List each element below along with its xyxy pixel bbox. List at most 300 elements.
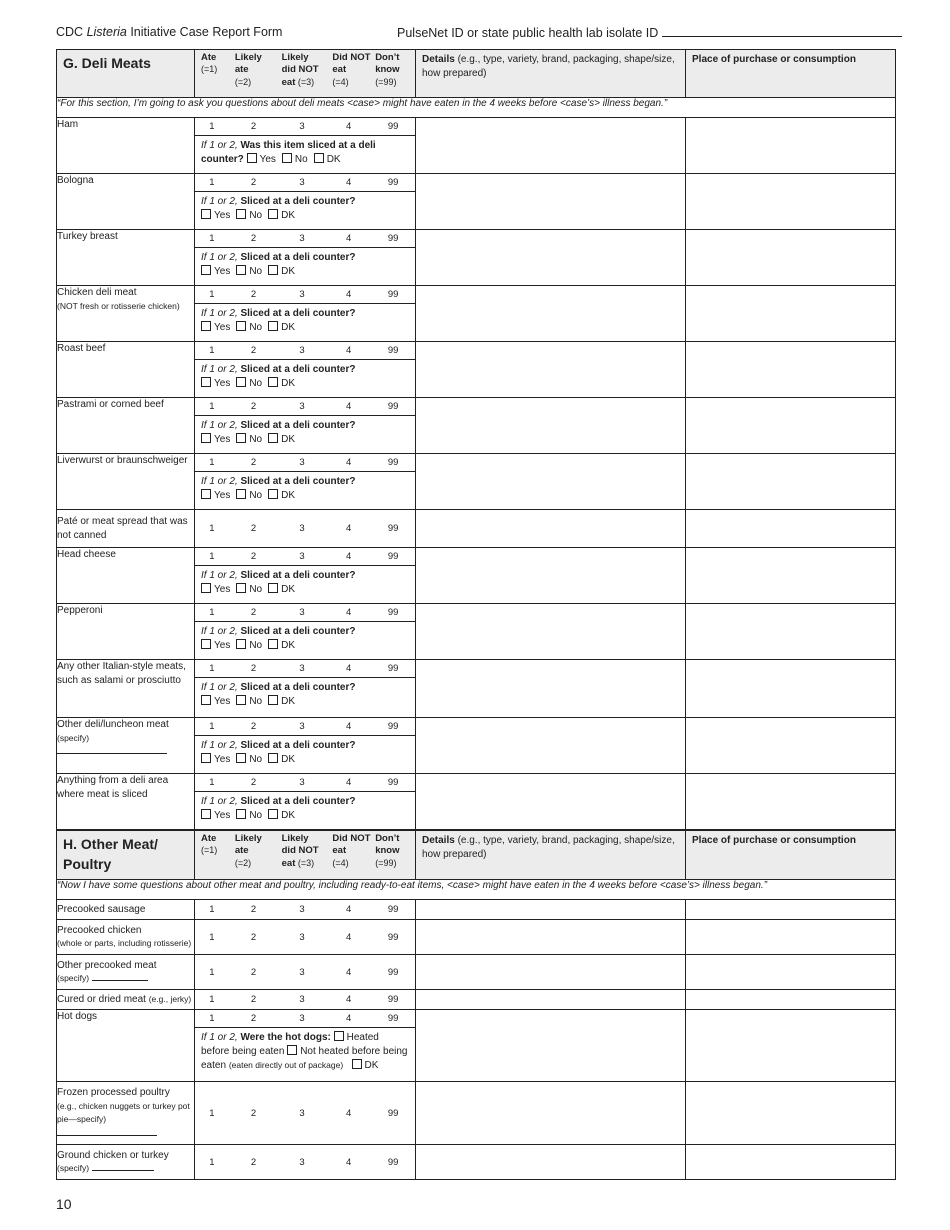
checkbox-dk[interactable] [268,695,278,705]
response-options[interactable] [195,718,415,735]
code-1[interactable]: 1 [209,931,215,943]
code-2[interactable]: 2 [250,931,257,943]
item-sublabel: (e.g., chicken nuggets or turkey pot pie—specify) [57,1100,190,1124]
item-row [57,548,896,604]
sliced-question: If 1 or 2, Sliced at a deli counter? Yes No DK [195,677,415,712]
code-3[interactable]: 3 [299,777,305,788]
item-label: Turkey breast [57,230,195,286]
item-row [57,660,896,718]
code-2[interactable]: 2 [250,233,257,244]
details-cell[interactable] [416,1082,686,1145]
code-3[interactable]: 3 [299,721,305,732]
col-likely-ate: Likely ate (=2) [234,52,262,87]
code-1[interactable]: 1 [209,1156,215,1168]
response-options[interactable] [195,548,415,565]
code-2[interactable]: 2 [250,904,257,915]
sliced-question: If 1 or 2, Sliced at a deli counter? Yes No DK [195,471,415,506]
checkbox-yes[interactable] [201,489,211,499]
code-3[interactable]: 3 [299,1156,305,1168]
code-4[interactable]: 4 [345,607,352,618]
checkbox-dk[interactable] [268,433,278,443]
details-cell[interactable] [416,1010,686,1082]
place-cell[interactable] [686,342,896,398]
checkbox-yes[interactable] [201,265,211,275]
code-1[interactable]: 1 [209,777,215,788]
code-99[interactable]: 99 [387,289,399,300]
sliced-question: If 1 or 2, Sliced at a deli counter? Yes No DK [195,565,415,600]
section-intro [57,98,896,118]
column-header-row [57,831,896,880]
specify-blank[interactable] [92,1170,154,1171]
response-code-headers [195,831,416,880]
sliced-question: If 1 or 2, Sliced at a deli counter? Yes No DK [195,791,415,826]
item-label: Precooked chicken (whole or parts, including rotisserie) [57,920,195,955]
code-1[interactable]: 1 [209,345,215,356]
item-row [57,774,896,830]
place-cell[interactable] [686,900,896,920]
specify-blank[interactable] [57,753,167,754]
code-4[interactable]: 4 [345,777,352,788]
code-4[interactable]: 4 [345,966,352,978]
code-4[interactable]: 4 [345,523,352,534]
place-cell[interactable] [686,398,896,454]
item-row [57,990,896,1010]
checkbox-yes[interactable] [201,377,211,387]
code-1[interactable]: 1 [209,966,215,978]
place-cell[interactable] [686,1010,896,1082]
response-options[interactable] [195,398,415,415]
hotdog-question: If 1 or 2, Were the hot dogs: Heated before being eaten Not heated before being eaten (eaten directly out of package) DK [195,1027,415,1076]
checkbox-yes[interactable] [201,639,211,649]
place-cell[interactable] [686,230,896,286]
details-header: Details (e.g., type, variety, brand, packaging, shape/size, how prepared) [416,831,686,880]
checkbox-dk[interactable] [268,265,278,275]
item-row [57,1010,896,1082]
details-cell[interactable] [416,548,686,604]
checkbox-no[interactable] [236,321,246,331]
code-99[interactable]: 99 [387,523,399,534]
place-cell[interactable] [686,1145,896,1180]
response-code-headers [195,50,416,98]
item-response [195,660,416,718]
code-1[interactable]: 1 [209,177,215,188]
code-3[interactable]: 3 [299,931,305,943]
checkbox-yes[interactable] [247,153,257,163]
code-99[interactable]: 99 [387,1156,399,1168]
code-2[interactable]: 2 [250,966,257,978]
item-response [195,1082,416,1145]
checkbox-dk[interactable] [268,377,278,387]
code-1[interactable]: 1 [209,663,215,674]
checkbox-dk[interactable] [268,753,278,763]
code-1[interactable]: 1 [209,289,215,300]
response-options[interactable] [195,1010,415,1027]
code-99[interactable]: 99 [387,177,399,188]
item-label: Frozen processed poultry (e.g., chicken nuggets or turkey pot pie—specify) [57,1082,195,1145]
item-sublabel: (whole or parts, including rotisserie) [57,938,192,948]
page-number: 10 [56,1196,72,1212]
code-3[interactable]: 3 [299,994,305,1005]
col-dont-know: Don’t know (=99) [375,833,400,868]
details-cell[interactable] [416,510,686,548]
code-4[interactable]: 4 [345,177,352,188]
item-row [57,955,896,990]
details-cell[interactable] [416,286,686,342]
code-3[interactable]: 3 [299,177,305,188]
sliced-question: If 1 or 2, Sliced at a deli counter? Yes No DK [195,415,415,450]
checkbox-yes[interactable] [201,433,211,443]
code-99[interactable]: 99 [387,457,399,468]
code-4[interactable]: 4 [345,1107,352,1119]
code-2[interactable]: 2 [250,607,257,618]
code-4[interactable]: 4 [345,233,352,244]
response-options[interactable] [195,454,415,471]
response-options[interactable] [195,174,415,191]
code-2[interactable]: 2 [250,121,257,132]
item-sublabel: (NOT fresh or rotisserie chicken) [57,300,180,311]
checkbox-dk[interactable] [268,639,278,649]
item-label: Ham [57,118,195,174]
code-3[interactable]: 3 [299,1013,305,1024]
code-99[interactable]: 99 [387,994,399,1005]
place-cell[interactable] [686,286,896,342]
code-2[interactable]: 2 [250,177,257,188]
item-response [195,230,416,286]
response-options[interactable] [195,774,415,791]
code-4[interactable]: 4 [345,931,352,943]
place-cell[interactable] [686,990,896,1010]
item-row [57,398,896,454]
code-3[interactable]: 3 [299,523,305,534]
item-response [195,454,416,510]
item-response [195,1145,416,1180]
col-ate: Ate (=1) [201,833,218,856]
place-cell[interactable] [686,118,896,174]
code-99[interactable]: 99 [387,966,399,978]
code-2[interactable]: 2 [250,401,257,412]
code-2[interactable]: 2 [250,663,257,674]
item-row [57,718,896,774]
section-title: G. Deli Meats [57,50,195,98]
col-did-not: Did NOT eat (=4) [332,833,371,868]
place-cell[interactable] [686,718,896,774]
place-cell[interactable] [686,174,896,230]
code-3[interactable]: 3 [299,401,305,412]
item-row [57,920,896,955]
checkbox-no[interactable] [236,489,246,499]
code-1[interactable]: 1 [209,1107,215,1119]
code-2[interactable]: 2 [250,1013,257,1024]
details-cell[interactable] [416,604,686,660]
item-response [195,118,416,174]
code-99[interactable]: 99 [387,931,399,943]
code-1[interactable]: 1 [209,1013,215,1024]
response-options[interactable] [195,230,415,247]
item-row [57,454,896,510]
item-row [57,286,896,342]
details-cell[interactable] [416,398,686,454]
item-row [57,510,896,548]
item-label: Chicken deli meat (NOT fresh or rotisserie chicken) [57,286,195,342]
code-99[interactable]: 99 [387,607,399,618]
item-response [195,398,416,454]
code-99[interactable]: 99 [387,663,399,674]
place-header: Place of purchase or consumption [686,831,896,880]
checkbox-no[interactable] [282,153,292,163]
code-3[interactable]: 3 [299,457,305,468]
item-response [195,774,416,830]
item-row [57,118,896,174]
code-99[interactable]: 99 [387,904,399,915]
details-cell[interactable] [416,342,686,398]
item-label: Other deli/luncheon meat (specify) [57,718,195,774]
response-options[interactable] [195,904,415,915]
item-row [57,174,896,230]
checkbox-no[interactable] [236,753,246,763]
item-response [195,342,416,398]
details-cell[interactable] [416,774,686,830]
specify-blank[interactable] [57,1135,157,1136]
item-label: Ground chicken or turkey (specify) [57,1145,195,1180]
checkbox-dk[interactable] [268,321,278,331]
code-1[interactable]: 1 [209,457,215,468]
details-cell[interactable] [416,230,686,286]
code-3[interactable]: 3 [299,1107,305,1119]
code-4[interactable]: 4 [345,994,352,1005]
code-99[interactable]: 99 [387,1107,399,1119]
place-cell[interactable] [686,1082,896,1145]
code-3[interactable]: 3 [299,289,305,300]
code-2[interactable]: 2 [250,345,257,356]
code-2[interactable]: 2 [250,1107,257,1119]
page-header [56,25,886,43]
item-sublabel: (specify) [57,1163,90,1173]
checkbox-no[interactable] [236,695,246,705]
details-cell[interactable] [416,174,686,230]
col-dont-know: Don’t know (=99) [375,52,400,87]
sliced-question: If 1 or 2, Sliced at a deli counter? Yes No DK [195,621,415,656]
item-response [195,955,416,990]
place-cell[interactable] [686,774,896,830]
item-response [195,990,416,1010]
specify-blank[interactable] [92,980,148,981]
code-1[interactable]: 1 [209,121,215,132]
response-options[interactable] [195,604,415,621]
code-99[interactable]: 99 [387,121,399,132]
code-3[interactable]: 3 [299,121,305,132]
deli-meats-table [56,49,896,830]
sliced-question: If 1 or 2, Sliced at a deli counter? Yes No DK [195,191,415,226]
place-cell[interactable] [686,454,896,510]
code-99[interactable]: 99 [387,721,399,732]
checkbox-no[interactable] [236,583,246,593]
code-99[interactable]: 99 [387,401,399,412]
response-options[interactable] [195,967,415,978]
code-3[interactable]: 3 [299,966,305,978]
checkbox-yes[interactable] [201,753,211,763]
item-response [195,604,416,660]
item-response [195,548,416,604]
code-2[interactable]: 2 [250,457,257,468]
checkbox-no[interactable] [236,209,246,219]
code-4[interactable]: 4 [345,663,352,674]
code-1[interactable]: 1 [209,607,215,618]
details-cell[interactable] [416,955,686,990]
response-options[interactable] [195,1108,415,1119]
code-4[interactable]: 4 [345,457,352,468]
code-4[interactable]: 4 [345,345,352,356]
code-4[interactable]: 4 [345,1013,352,1024]
item-response [195,1010,416,1082]
item-label: Bologna [57,174,195,230]
details-cell[interactable] [416,920,686,955]
item-label: Pastrami or corned beef [57,398,195,454]
details-cell[interactable] [416,900,686,920]
code-2[interactable]: 2 [250,721,257,732]
sliced-question: If 1 or 2, Sliced at a deli counter? Yes No DK [195,303,415,338]
checkbox-yes[interactable] [201,809,211,819]
checkbox-no[interactable] [236,639,246,649]
code-3[interactable]: 3 [299,663,305,674]
code-1[interactable]: 1 [209,551,215,562]
isolate-id-field[interactable]: PulseNet ID or state public health lab isolate ID [397,25,902,40]
item-response [195,286,416,342]
response-options[interactable] [195,286,415,303]
details-cell[interactable] [416,454,686,510]
section-title: H. Other Meat/ Poultry [57,831,195,880]
code-1[interactable]: 1 [209,994,215,1005]
response-options[interactable] [195,118,415,135]
place-cell[interactable] [686,604,896,660]
checkbox-dk[interactable] [268,583,278,593]
place-cell[interactable] [686,660,896,718]
checkbox-no[interactable] [236,809,246,819]
details-cell[interactable] [416,718,686,774]
code-99[interactable]: 99 [387,233,399,244]
sliced-question: If 1 or 2, Sliced at a deli counter? Yes No DK [195,247,415,282]
response-options[interactable] [195,1157,415,1168]
checkbox-yes[interactable] [201,321,211,331]
code-2[interactable]: 2 [250,994,257,1005]
code-1[interactable]: 1 [209,721,215,732]
item-label: Pepperoni [57,604,195,660]
checkbox-no[interactable] [236,433,246,443]
item-label: Paté or meat spread that was not canned [57,510,195,548]
col-did-not: Did NOT eat (=4) [332,52,371,87]
checkbox-dk[interactable] [268,489,278,499]
checkbox-no[interactable] [236,377,246,387]
place-cell[interactable] [686,548,896,604]
code-4[interactable]: 4 [345,121,352,132]
col-likely-not: Likely did NOT eat (=3) [281,833,319,869]
code-3[interactable]: 3 [299,607,305,618]
intro-text: “For this section, I’m going to ask you questions about deli meats <case> might have eaten in the 4 weeks before <case’s> illness began.” [57,98,896,118]
sliced-question: If 1 or 2, Was this item sliced at a deli counter? Yes No DK [195,135,415,170]
checkbox-dk[interactable] [268,209,278,219]
item-label: Other precooked meat (specify) [57,955,195,990]
response-options[interactable] [195,523,415,534]
code-4[interactable]: 4 [345,904,352,915]
code-4[interactable]: 4 [345,289,352,300]
checkbox-no[interactable] [236,265,246,275]
item-row [57,230,896,286]
place-cell[interactable] [686,920,896,955]
response-options[interactable] [195,660,415,677]
item-label: Precooked sausage [57,900,195,920]
item-sublabel: (specify) [57,732,90,743]
item-row [57,900,896,920]
item-label: Roast beef [57,342,195,398]
item-label: Cured or dried meat (e.g., jerky) [57,990,195,1010]
item-label: Liverwurst or braunschweiger [57,454,195,510]
checkbox-dk[interactable] [352,1059,362,1069]
code-4[interactable]: 4 [345,721,352,732]
code-4[interactable]: 4 [345,401,352,412]
isolate-id-line[interactable] [662,25,902,37]
section-intro [57,880,896,900]
checkbox-yes[interactable] [201,209,211,219]
details-cell[interactable] [416,990,686,1010]
code-3[interactable]: 3 [299,551,305,562]
code-3[interactable]: 3 [299,904,305,915]
code-99[interactable]: 99 [387,777,399,788]
code-4[interactable]: 4 [345,1156,352,1168]
code-2[interactable]: 2 [250,551,257,562]
code-1[interactable]: 1 [209,233,215,244]
intro-text: “Now I have some questions about other meat and poultry, including ready-to-eat items, <case> might have eaten in the 4 weeks before <case’s> illness began.” [57,880,896,900]
item-response [195,510,416,548]
place-cell[interactable] [686,510,896,548]
item-row [57,1082,896,1145]
code-4[interactable]: 4 [345,551,352,562]
code-99[interactable]: 99 [387,551,399,562]
col-ate: Ate (=1) [201,52,218,75]
column-header-row [57,50,896,98]
details-cell[interactable] [416,118,686,174]
response-options[interactable] [195,932,415,943]
code-2[interactable]: 2 [250,777,257,788]
response-options[interactable] [195,342,415,359]
code-2[interactable]: 2 [250,1156,257,1168]
place-header: Place of purchase or consumption [686,50,896,98]
code-3[interactable]: 3 [299,345,305,356]
details-cell[interactable] [416,660,686,718]
item-label: Hot dogs [57,1010,195,1082]
code-99[interactable]: 99 [387,1013,399,1024]
col-likely-ate: Likely ate (=2) [234,833,262,868]
details-cell[interactable] [416,1145,686,1180]
code-2[interactable]: 2 [250,289,257,300]
response-options[interactable] [195,994,415,1005]
item-row [57,342,896,398]
checkbox-yes[interactable] [201,583,211,593]
checkbox-not-heated[interactable] [287,1045,297,1055]
checkbox-heated[interactable] [334,1031,344,1041]
checkbox-yes[interactable] [201,695,211,705]
place-cell[interactable] [686,955,896,990]
code-3[interactable]: 3 [299,233,305,244]
code-2[interactable]: 2 [250,523,257,534]
col-likely-not: Likely did NOT eat (=3) [281,52,319,88]
code-1[interactable]: 1 [209,523,215,534]
code-1[interactable]: 1 [209,401,215,412]
checkbox-dk[interactable] [314,153,324,163]
checkbox-dk[interactable] [268,809,278,819]
item-sublabel: (specify) [57,973,90,983]
item-label: Anything from a deli area where meat is sliced [57,774,195,830]
code-1[interactable]: 1 [209,904,215,915]
code-99[interactable]: 99 [387,345,399,356]
